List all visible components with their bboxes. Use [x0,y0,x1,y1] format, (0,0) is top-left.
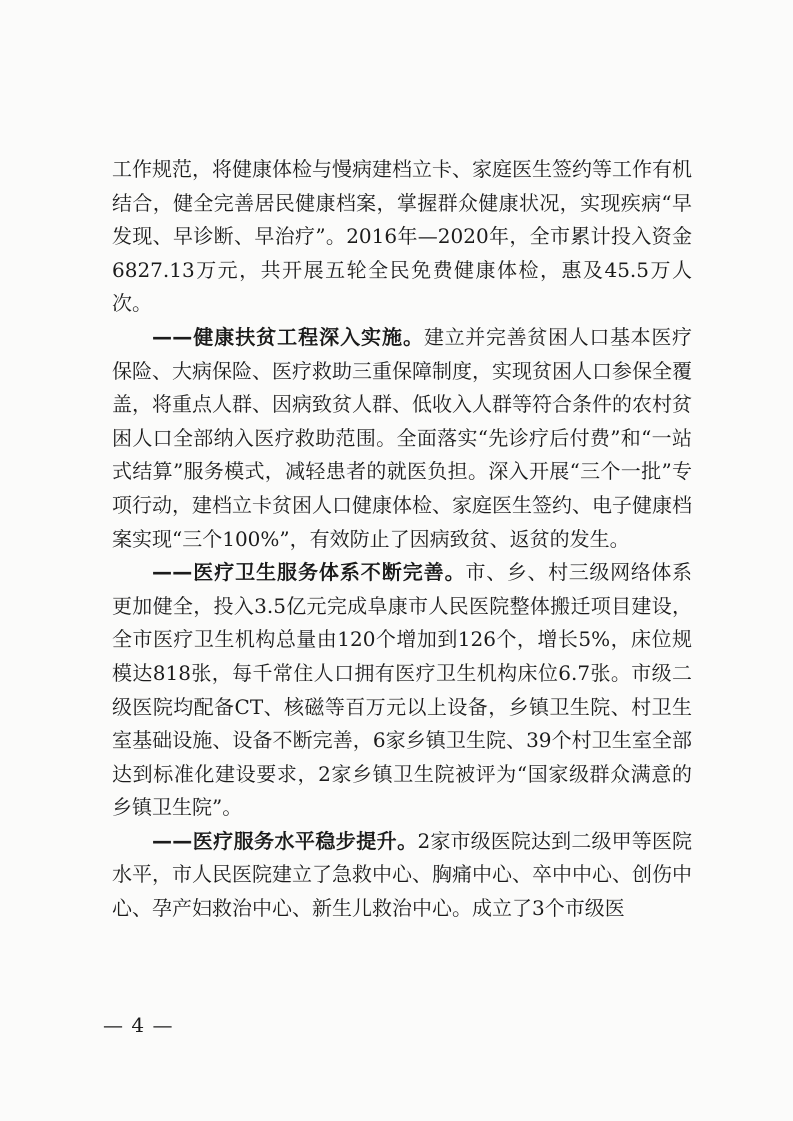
page-number: — 4 — [103,1013,174,1037]
paragraph-text: 市、乡、村三级网络体系更加健全，投入3.5亿元完成阜康市人民医院整体搬迁项目建设，全市医疗卫生机构总量由120个增加到126个，增长5%，床位规模达818张，每千常住人口拥有医疗卫生机构床位6.7张。市级二级医院均配备CT、核磁等百万元以上设备，乡镇卫生院、村卫生室基础设施、设备不断完善，6家乡镇卫生院、39个村卫生室全部达到标准化建设要求，2家乡镇卫生院被评为“国家级群众满意的乡镇卫生院”。 [112,560,693,820]
document-body [112,153,692,926]
paragraph-medical-system [112,556,692,825]
paragraph-text: 工作规范，将健康体检与慢病建档立卡、家庭医生签约等工作有机结合，健全完善居民健康档案，掌握群众健康状况，实现疾病“早发现、早诊断、早治疗”。2016年—2020年，全市累计投入资金6827.13万元，共开展五轮全民免费健康体检，惠及45.5万人次。 [112,157,692,316]
paragraph-heading: ——健康扶贫工程深入实施。 [152,324,424,349]
paragraph-heading: ——医疗服务水平稳步提升。 [152,828,418,853]
paragraph-continuation [112,153,692,321]
paragraph-text: 2家市级医院达到二级甲等医院水平，市人民医院建立了急救中心、胸痛中心、卒中中心、创伤中心、孕产妇救治中心、新生儿救治中心。成立了3个市级医 [112,828,692,921]
paragraph-service-level [112,825,692,926]
paragraph-health-poverty [112,321,692,556]
paragraph-heading: ——医疗卫生服务体系不断完善。 [152,560,466,585]
paragraph-text: 建立并完善贫困人口基本医疗保险、大病保险、医疗救助三重保障制度，实现贫困人口参保全覆盖，将重点人群、因病致贫人群、低收入人群等符合条件的农村贫困人口全部纳入医疗救助范围。全面落实“先诊疗后付费”和“一站式结算”服务模式，减轻患者的就医负担。深入开展“三个一批”专项行动，建档立卡贫困人口健康体检、家庭医生签约、电子健康档案实现“三个100%”，有效防止了因病致贫、返贫的发生。 [112,324,692,551]
